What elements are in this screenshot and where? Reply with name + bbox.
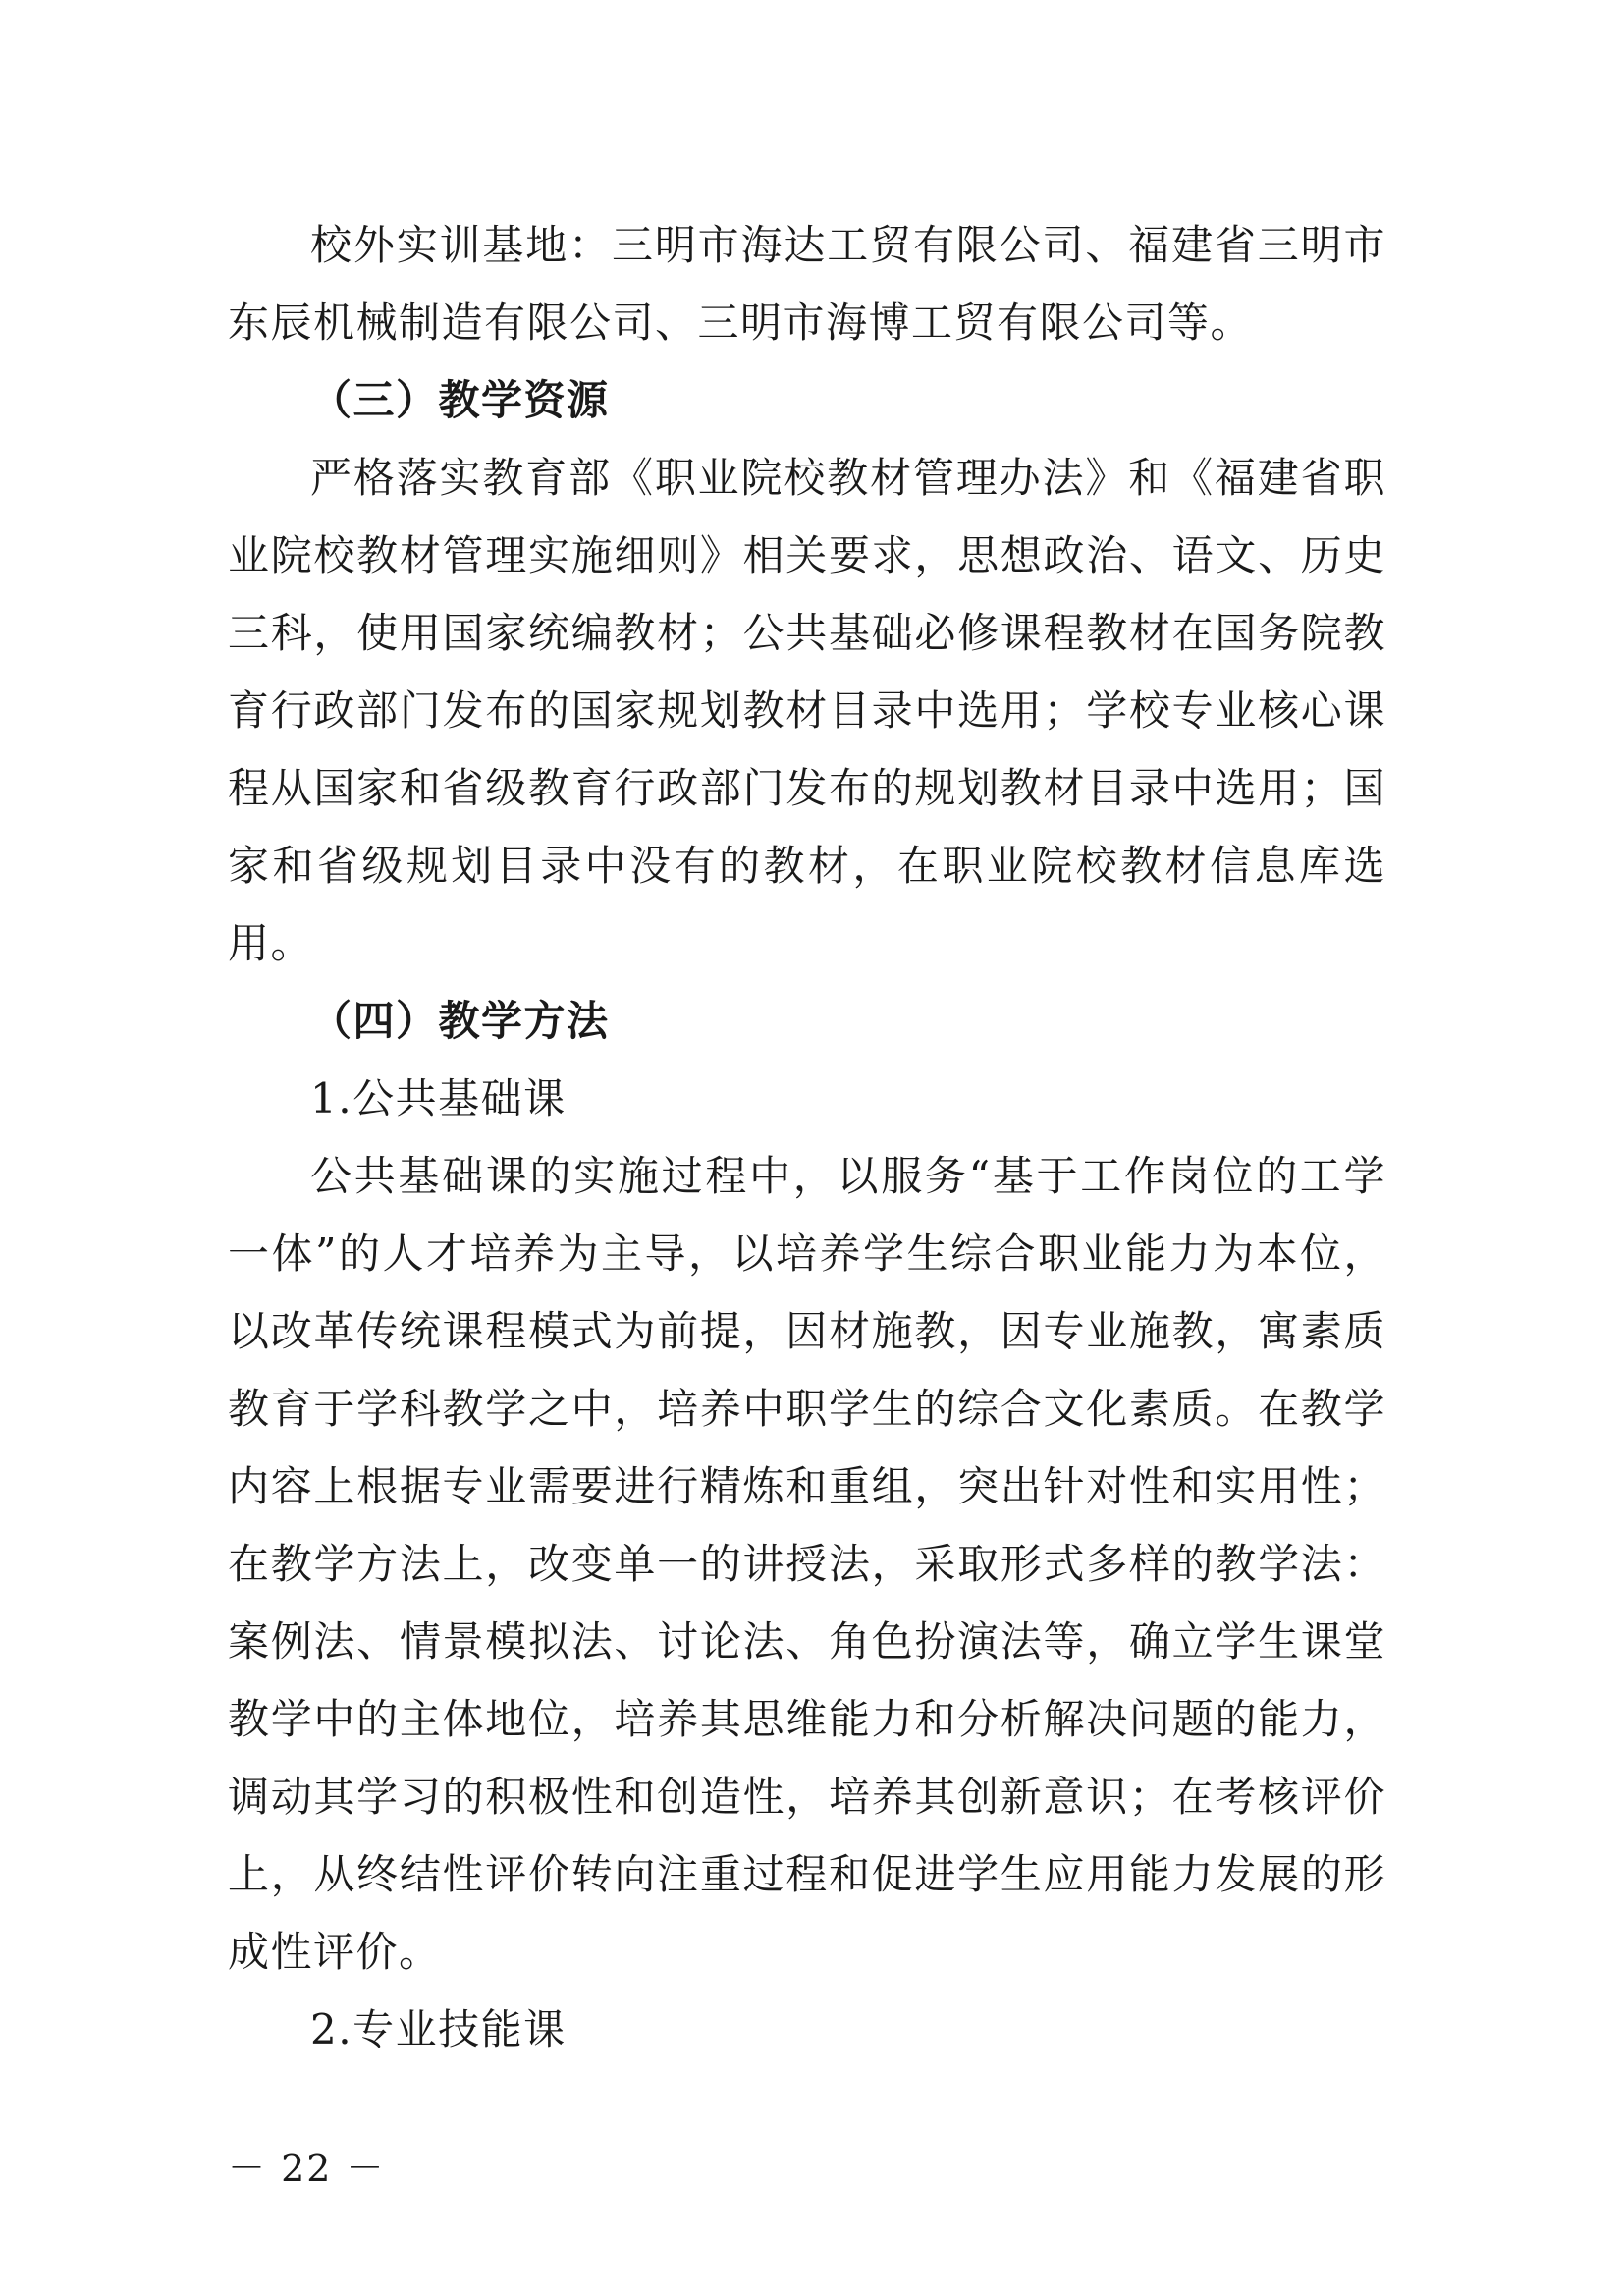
document-body	[228, 206, 1386, 2068]
section-heading-teaching-methods: （四）教学方法	[310, 997, 610, 1045]
subheading-public-basic-courses: 1.公共基础课	[310, 1074, 567, 1122]
section-heading-teaching-resources: （三）教学资源	[310, 376, 610, 424]
paragraph-training-bases: 校外实训基地：三明市海达工贸有限公司、福建省三明市东辰机械制造有限公司、三明市海博工贸有限公司等。	[228, 221, 1386, 347]
page-number: － 22 －	[228, 2147, 386, 2190]
paragraph-public-basic-courses: 公共基础课的实施过程中，以服务“基于工作岗位的工学一体”的人才培养为主导，以培养学生综合职业能力为本位，以改革传统课程模式为前提，因材施教，因专业施教，寓素质教育于学科教学之中，培养中职学生的综合文化素质。在教学内容上根据专业需要进行精炼和重组，突出针对性和实用性；在教学方法上，改变单一的讲授法，采取形式多样的教学法：案例法、情景模拟法、讨论法、角色扮演法等，确立学生课堂教学中的主体地位，培养其思维能力和分析解决问题的能力，调动其学习的积极性和创造性，培养其创新意识；在考核评价上，从终结性评价转向注重过程和促进学生应用能力发展的形成性评价。	[228, 1152, 1386, 1976]
paragraph-teaching-resources: 严格落实教育部《职业院校教材管理办法》和《福建省职业院校教材管理实施细则》相关要求，思想政治、语文、历史三科，使用国家统编教材；公共基础必修课程教材在国务院教育行政部门发布的国家规划教材目录中选用；学校专业核心课程从国家和省级教育行政部门发布的规划教材目录中选用；国家和省级规划目录中没有的教材，在职业院校教材信息库选用。	[228, 454, 1386, 967]
subheading-professional-skill-courses: 2.专业技能课	[310, 2005, 567, 2053]
